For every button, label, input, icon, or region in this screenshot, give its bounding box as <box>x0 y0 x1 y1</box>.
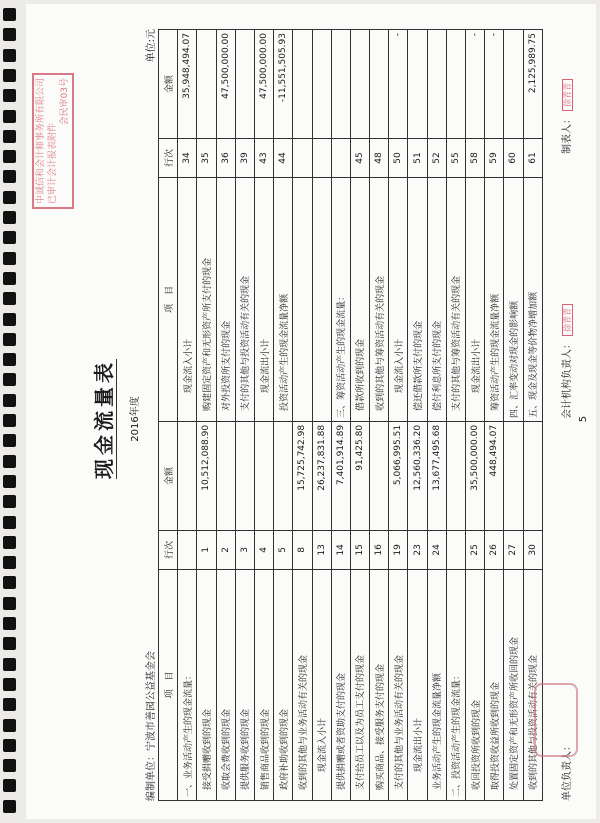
table-row <box>466 30 485 801</box>
audit-seal-line2: 已审计会计报表附件 <box>48 122 58 204</box>
cell-line-right: 51 <box>408 139 427 178</box>
unit-head-signature: 单位负责人： <box>562 741 573 801</box>
binding-ring <box>3 170 16 183</box>
title-underline <box>116 359 117 479</box>
cell-amount-right <box>427 30 446 139</box>
binding-ring <box>3 759 16 772</box>
header-item-left: 项 目 <box>159 569 178 800</box>
cell-item-left: 处置固定资产和无形资产所收回的现金 <box>504 569 523 800</box>
cell-line-right: 45 <box>350 139 369 178</box>
preparer-signature: 制表人： 徐青青 <box>558 79 573 154</box>
cell-line-left: 25 <box>466 531 485 570</box>
cell-amount-right <box>446 30 465 139</box>
cell-item-right: 筹资活动产生的现金流量净额 <box>485 177 504 421</box>
cell-item-left: 支付的其他与业务活动有关的现金 <box>389 569 408 800</box>
cell-line-right: 43 <box>254 139 273 178</box>
name-stamp-preparer: 徐青青 <box>562 79 573 111</box>
cell-amount-left: 5,066,995.51 <box>389 421 408 530</box>
cell-amount-right <box>312 30 331 139</box>
table-row <box>504 30 523 801</box>
binding-ring <box>3 8 16 21</box>
table-row <box>350 30 369 801</box>
cell-item-left: 提供服务收到的现金 <box>235 569 254 800</box>
binding-ring <box>3 739 16 752</box>
cell-item-right: 现金流出小计 <box>254 177 273 421</box>
cell-amount-left: 35,500,000.00 <box>466 421 485 530</box>
table-row <box>408 30 427 801</box>
cell-item-left: 支付给员工以及为员工支付的现金 <box>350 569 369 800</box>
binding-ring <box>3 69 16 82</box>
org-name: 编制单位：宁波市善园公益基金会 <box>146 651 157 801</box>
cell-amount-right <box>293 30 312 139</box>
cell-item-left: 接受捐赠收到的现金 <box>197 569 216 800</box>
audit-seal <box>32 73 74 209</box>
cell-item-right: 三、筹资活动产生的现金流量： <box>331 177 350 421</box>
binding-ring <box>3 658 16 671</box>
cell-line-left: 14 <box>331 531 350 570</box>
binding-ring <box>3 313 16 326</box>
cell-amount-left: 448,494.07 <box>485 421 504 530</box>
audit-seal-line3: 会民审03号 <box>60 77 70 126</box>
binding-ring <box>3 110 16 123</box>
cell-line-left: 2 <box>216 531 235 570</box>
cell-item-left: 购买商品、接受服务支付的现金 <box>370 569 389 800</box>
binding-ring <box>3 597 16 610</box>
table-header-row <box>159 30 178 801</box>
cell-amount-left: 91,425.80 <box>350 421 369 530</box>
binding-ring <box>3 231 16 244</box>
table-row <box>485 30 504 801</box>
cell-item-right: 现金流出小计 <box>466 177 485 421</box>
binding-ring <box>3 191 16 204</box>
cell-line-left <box>446 531 465 570</box>
binding-ring <box>3 333 16 346</box>
cell-line-right: 35 <box>197 139 216 178</box>
cell-line-right: 39 <box>235 139 254 178</box>
cell-line-right: 59 <box>485 139 504 178</box>
binding-ring <box>3 89 16 102</box>
cell-amount-right <box>350 30 369 139</box>
cell-item-right: 投资活动产生的现金流量净额 <box>274 177 293 421</box>
binding-ring <box>3 800 16 813</box>
cell-line-left: 24 <box>427 531 446 570</box>
table-row <box>389 30 408 801</box>
cell-item-right: 支付的其他与投资活动有关的现金 <box>235 177 254 421</box>
cell-item-right: 支付的其他与筹资活动有关的现金 <box>446 177 465 421</box>
cell-amount-right: 47,500,000.00 <box>216 30 235 139</box>
binding-ring <box>3 637 16 650</box>
table-row <box>178 30 197 801</box>
cell-amount-right: 2,125,989.75 <box>523 30 542 139</box>
cell-amount-left <box>216 421 235 530</box>
cell-item-left: 现金流出小计 <box>408 569 427 800</box>
unit-head-seal <box>534 683 578 757</box>
header-amount-left: 金额 <box>159 421 178 530</box>
cell-item-left: 收回投资所收到的现金 <box>466 569 485 800</box>
cell-amount-right: 47,500,000.00 <box>254 30 273 139</box>
cell-line-left: 26 <box>485 531 504 570</box>
cell-item-left: 现金流入小计 <box>312 569 331 800</box>
binding-ring <box>3 292 16 305</box>
cell-amount-right <box>235 30 254 139</box>
cell-line-left: 19 <box>389 531 408 570</box>
binding-ring <box>3 617 16 630</box>
cell-item-right: 现金流入小计 <box>389 177 408 421</box>
cell-item-left: 销售商品收到的现金 <box>254 569 273 800</box>
binding-ring <box>3 698 16 711</box>
cell-item-left: 二、投资活动产生的现金流量： <box>446 569 465 800</box>
cell-amount-left <box>178 421 197 530</box>
table-row <box>446 30 465 801</box>
table-row <box>293 30 312 801</box>
binding-ring <box>3 475 16 488</box>
binding-ring <box>3 28 16 41</box>
cell-line-right <box>293 139 312 178</box>
table-row <box>370 30 389 801</box>
cell-amount-left: 7,401,914.89 <box>331 421 350 530</box>
currency-unit: 单位:元 <box>146 29 157 63</box>
audit-seal-line1: 中诚信和会计师事务所有限公司 <box>36 77 46 204</box>
cell-line-right: 52 <box>427 139 446 178</box>
binding-ring <box>3 130 16 143</box>
cell-line-right: 58 <box>466 139 485 178</box>
binding-ring <box>3 150 16 163</box>
binding-ring <box>3 373 16 386</box>
cell-item-left: 取得投资收益所收到的现金 <box>485 569 504 800</box>
rotated-statement <box>26 19 596 819</box>
cell-line-left: 23 <box>408 531 427 570</box>
table-row <box>274 30 293 801</box>
cell-item-right: 现金流入小计 <box>178 177 197 421</box>
header-amount-right: 金额 <box>159 30 178 139</box>
document-page <box>26 4 596 819</box>
binding-ring <box>3 536 16 549</box>
cell-line-right: 55 <box>446 139 465 178</box>
header-item-right: 项 目 <box>159 177 178 421</box>
table-row <box>427 30 446 801</box>
cell-amount-left: 10,512,088.90 <box>197 421 216 530</box>
cell-amount-right <box>197 30 216 139</box>
accounting-head-signature: 会计机构负责人： 徐青青 <box>558 304 573 419</box>
cell-amount-right: - <box>389 30 408 139</box>
cell-line-left: 15 <box>350 531 369 570</box>
binding-ring <box>3 211 16 224</box>
cell-amount-left <box>370 421 389 530</box>
cell-amount-right: - <box>466 30 485 139</box>
spiral-binding <box>0 0 22 823</box>
cell-item-left: 收取会费收到的现金 <box>216 569 235 800</box>
cell-amount-left <box>254 421 273 530</box>
cell-line-left <box>178 531 197 570</box>
cell-amount-left: 12,560,336.20 <box>408 421 427 530</box>
table-row <box>235 30 254 801</box>
cell-amount-right <box>370 30 389 139</box>
cell-item-right: 四、汇率变动对现金的影响额 <box>504 177 523 421</box>
cell-line-left: 5 <box>274 531 293 570</box>
header-line-left: 行次 <box>159 531 178 570</box>
cell-item-left: 收到的其他与投资活动有关的现金 <box>523 569 542 800</box>
cell-line-right: 34 <box>178 139 197 178</box>
cell-item-right <box>312 177 331 421</box>
cell-item-left: 提供捐赠或者资助支付的现金 <box>331 569 350 800</box>
binding-ring <box>3 576 16 589</box>
cell-amount-left <box>274 421 293 530</box>
cell-line-right <box>312 139 331 178</box>
binding-ring <box>3 779 16 792</box>
cell-line-right <box>331 139 350 178</box>
cell-item-left: 政府补助收到的现金 <box>274 569 293 800</box>
binding-ring <box>3 719 16 732</box>
cell-line-left: 3 <box>235 531 254 570</box>
cell-amount-right: -11,551,505.93 <box>274 30 293 139</box>
binding-ring <box>3 678 16 691</box>
binding-ring <box>3 252 16 265</box>
binding-ring <box>3 556 16 569</box>
cell-item-left: 收到的其他与业务活动有关的现金 <box>293 569 312 800</box>
page-number: 5 <box>578 415 589 423</box>
cell-item-right: 对外投资所支付的现金 <box>216 177 235 421</box>
binding-ring <box>3 434 16 447</box>
cell-amount-left <box>504 421 523 530</box>
binding-ring <box>3 353 16 366</box>
cell-line-right: 50 <box>389 139 408 178</box>
binding-ring <box>3 495 16 508</box>
binding-ring <box>3 516 16 529</box>
binding-ring <box>3 394 16 407</box>
table-row <box>254 30 273 801</box>
binding-ring <box>3 455 16 468</box>
table-row <box>216 30 235 801</box>
cell-amount-left: 26,237,831.88 <box>312 421 331 530</box>
binding-ring <box>3 414 16 427</box>
table-row <box>312 30 331 801</box>
cell-item-left: 业务活动产生的现金流量净额 <box>427 569 446 800</box>
table-body <box>178 30 543 801</box>
cell-amount-left: 13,677,495.68 <box>427 421 446 530</box>
cell-amount-left: 15,725,742.98 <box>293 421 312 530</box>
cell-amount-right: - <box>485 30 504 139</box>
cell-amount-right: 35,948,494.07 <box>178 30 197 139</box>
cell-line-right: 61 <box>523 139 542 178</box>
cell-line-left: 8 <box>293 531 312 570</box>
report-year: 2016年度 <box>130 396 141 442</box>
cell-item-right: 借款所收到的现金 <box>350 177 369 421</box>
cell-line-right: 60 <box>504 139 523 178</box>
cell-line-left: 16 <box>370 531 389 570</box>
name-stamp-accounting: 徐青青 <box>562 304 573 336</box>
cell-line-left: 4 <box>254 531 273 570</box>
cell-amount-left <box>446 421 465 530</box>
cell-item-right: 五、现金及现金等价物净增加额 <box>523 177 542 421</box>
table-row <box>331 30 350 801</box>
cell-item-right: 收到的其他与筹资活动有关的现金 <box>370 177 389 421</box>
cash-flow-table <box>158 29 543 801</box>
header-line-right: 行次 <box>159 139 178 178</box>
cell-item-right <box>293 177 312 421</box>
cell-item-right: 偿还借款所支付的现金 <box>408 177 427 421</box>
cell-item-left: 一、业务活动产生的现金流量： <box>178 569 197 800</box>
cell-line-left: 1 <box>197 531 216 570</box>
page-title: 现金流量表 <box>92 359 116 479</box>
cell-amount-left <box>523 421 542 530</box>
cell-line-left: 27 <box>504 531 523 570</box>
cell-line-right: 48 <box>370 139 389 178</box>
binding-ring <box>3 49 16 62</box>
table-row <box>197 30 216 801</box>
cell-item-right: 偿付利息所支付的现金 <box>427 177 446 421</box>
cell-line-left: 13 <box>312 531 331 570</box>
cell-amount-right <box>408 30 427 139</box>
cell-amount-right <box>331 30 350 139</box>
cell-amount-right <box>504 30 523 139</box>
cell-line-right: 44 <box>274 139 293 178</box>
cell-item-right: 购建固定资产和无形资产所支付的现金 <box>197 177 216 421</box>
binding-ring <box>3 272 16 285</box>
cell-amount-left <box>235 421 254 530</box>
cell-line-left: 30 <box>523 531 542 570</box>
cell-line-right: 36 <box>216 139 235 178</box>
